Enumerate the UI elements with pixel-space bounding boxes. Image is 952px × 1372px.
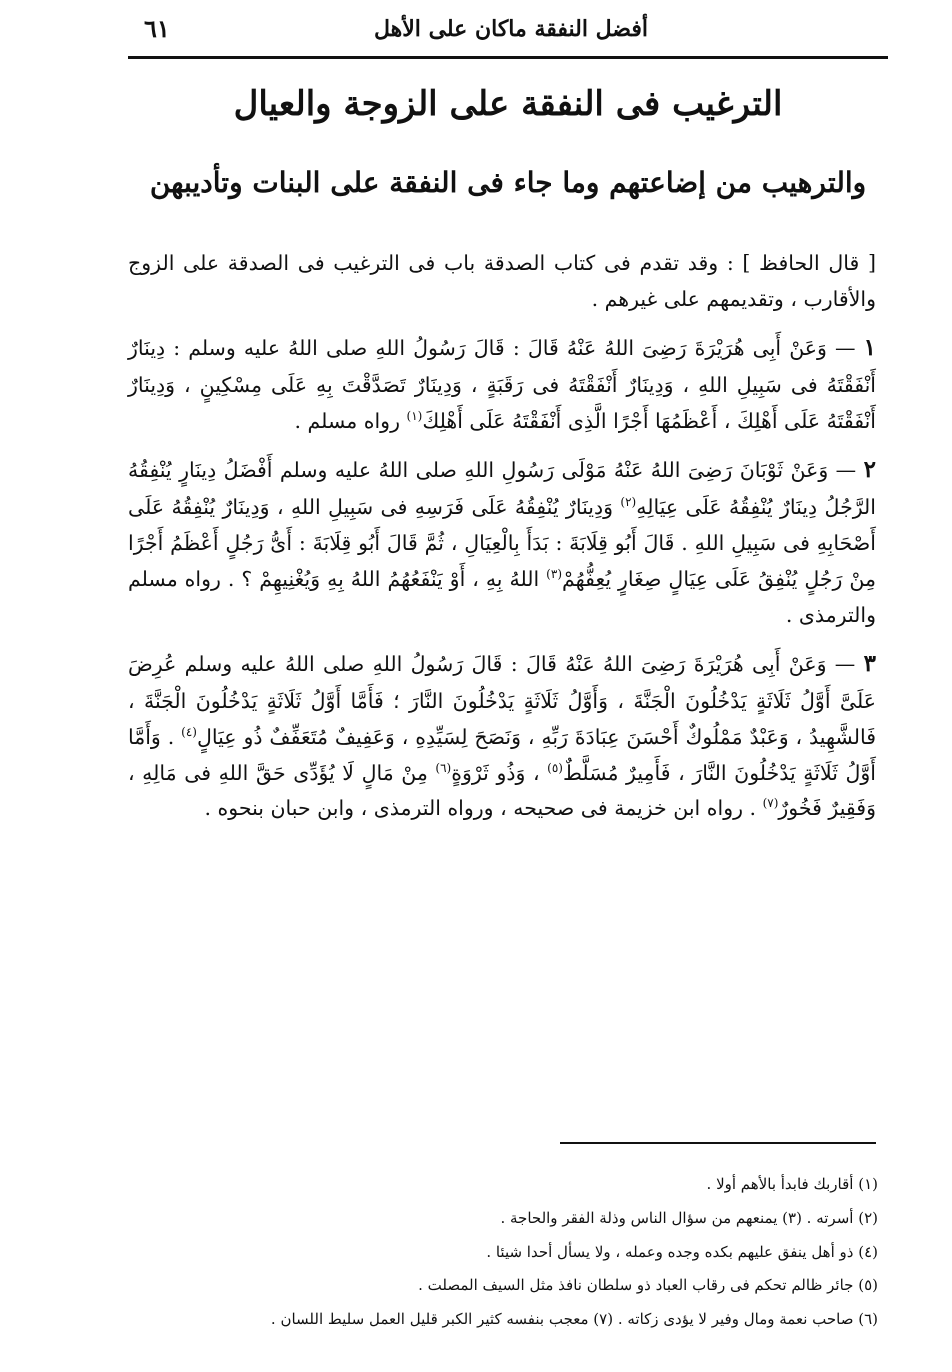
running-header [128, 12, 888, 52]
hadith-number: ١ [863, 333, 876, 361]
footnote-ref: (٢) [620, 495, 637, 510]
hadith-text: . رواه ابن خزيمة فى صحيحه ، ورواه الترمذى ، وابن حبان بنحوه . [204, 796, 763, 821]
hadith-1 [128, 328, 876, 440]
footnote-4: (٤) ذو أهل ينفق عليهم بكده وجده وعمله ، ولا يسأل أحدا شيئا . [486, 1242, 878, 1261]
hadith-source: رواه مسلم . [294, 408, 407, 433]
footnote-ref: (٤) [181, 724, 197, 739]
intro-paragraph: [ قال الحافظ ] : وقد تقدم فى كتاب الصدقة باب فى الترغيب فى الصدقة على الزوج والأقارب ، وتقديمهم على غيرهم . [128, 251, 876, 311]
hadith-text: اللهُ بِهِ ، أَوْ يَنْفَعُهُمُ اللهُ بِهِ وَيُغْنِيهِمْ ؟ . رواه مسلم والترمذى . [128, 566, 876, 627]
footnote-ref: (٧) [762, 796, 779, 811]
hadith-text: وَدِينَارٌ يُنْفِقُهُ عَلَى فَرَسِهِ فى سَبِيلِ اللهِ ، وَدِينَارٌ يُنْفِقُهُ عَلَى أَصْحَابِهِ فى سَبِيلِ اللهِ . قَالَ أَبُو قِلَابَةَ : بَدَأَ بِالْعِيَالِ ، ثُمَّ قَالَ أَبُو قِلَابَةَ : أَىُّ رَجُلٍ أَعْظَمُ أَجْرًا مِنْ رَجُلٍ يُنْفِقُ عَلَى عِيَالٍ صِغَارٍ يُعِفُّهُمْ [128, 495, 876, 591]
hadith-3 [128, 644, 876, 828]
hadith-text: — وَعَنْ أَبِى هُرَيْرَةَ رَضِىَ اللهُ عَنْهُ قَالَ : قَالَ رَسُولُ اللهِ صلى اللهُ عليه وسلم عُرِضَ عَلَىَّ أَوَّلُ ثَلَاثَةٍ يَدْخُلُونَ الْجَنَّةَ ، وَأَوَّلُ ثَلَاثَةٍ يَدْخُلُونَ النَّارَ ؛ فَأَمَّا أَوَّلُ ثَلَاثَةٍ يَدْخُلُونَ الْجَنَّةَ ، فَالشَّهِيدُ ، وَعَبْدٌ مَمْلُوكٌ أَحْسَنَ عِبَادَةَ رَبِّهِ ، وَنَصَحَ لِسَيِّدِهِ ، وَعَفِيفٌ مُتَعَفِّفٌ ذُو عِيَالٍ [128, 651, 877, 749]
footnote-ref: (٦) [435, 760, 452, 775]
footnote-ref: (٣) [546, 566, 562, 581]
hadith-text: — وَعَنْ أَبِى هُرَيْرَةَ رَضِىَ اللهُ عَنْهُ قَالَ : قَالَ رَسُولُ اللهِ صلى اللهُ عليه وسلم : دِينَارٌ أَنْفَقْتَهُ فى سَبِيلِ اللهِ ، وَدِينَارٌ أَنْفَقْتَهُ فى رَقَبَةٍ ، وَدِينَارٌ تَصَدَّقْتَ بِهِ عَلَى مِسْكِينٍ ، وَدِينَارٌ أَنْفَقْتَهُ عَلَى أَهْلِكَ ، أَعْظَمُهَا أَجْرًا الَّذِى أَنْفَقْتَهُ عَلَى أَهْلِكَ [128, 335, 876, 433]
chapter-subtitle: والترهيب من إضاعتهم وما جاء فى النفقة على البنات وتأديبهن [149, 166, 867, 199]
running-title: أفضل النفقة ماكان على الأهل [373, 16, 648, 42]
hadith-number: ٣ [863, 649, 876, 677]
hadith-text: ، وَذُو ثَرْوَةٍ [451, 760, 548, 785]
hadith-2 [128, 450, 876, 634]
chapter-title: الترغيب فى النفقة على الزوجة والعيال [233, 84, 783, 124]
footnote-6-7: (٦) صاحب نعمة ومال وفير لا يؤدى زكاته . (٧) معجب بنفسه كثير الكبر قليل العمل سليط اللسان . [270, 1310, 878, 1328]
footnote-5: (٥) جائر ظالم تحكم فى رقاب العباد ذو سلطان نافذ مثل السيف المصلت . [418, 1276, 878, 1295]
footnote-1: (١) أقاربك فابدأ بالأهم أولا . [706, 1175, 878, 1193]
hadith-text: . وَأَمَّا أَوَّلُ ثَلَاثَةٍ يَدْخُلُونَ النَّارَ ، فَأَمِيرٌ مُسَلَّطٌ [128, 724, 876, 785]
hadith-text: مِنْ مَالٍ لَا يُؤَدِّى حَقَّ اللهِ فى مَالِهِ ، وَفَقِيرٌ فَخُورٌ [128, 760, 876, 821]
footnote-2-3: (٢) أسرته . (٣) يمنعهم من سؤال الناس وذلة الفقر والحاجة . [500, 1208, 878, 1227]
page-number: ٦١ [144, 14, 170, 43]
header-divider [128, 56, 888, 59]
footnote-divider [560, 1142, 876, 1144]
hadith-number: ٢ [863, 455, 876, 483]
main-text [128, 246, 876, 837]
footnotes [120, 1172, 878, 1341]
footnote-ref: (١) [406, 409, 423, 424]
footnote-ref: (٥) [547, 760, 563, 775]
hadith-text: — وَعَنْ ثَوْبَانَ رَضِىَ اللهُ عَنْهُ مَوْلَى رَسُولِ اللهِ صلى اللهُ عليه وسلم أَفْضَلُ دِينَارٍ يُنْفِقُهُ الرَّجُلُ دِينَارٌ يُنْفِقُهُ عَلَى عِيَالِهِ [128, 457, 877, 519]
